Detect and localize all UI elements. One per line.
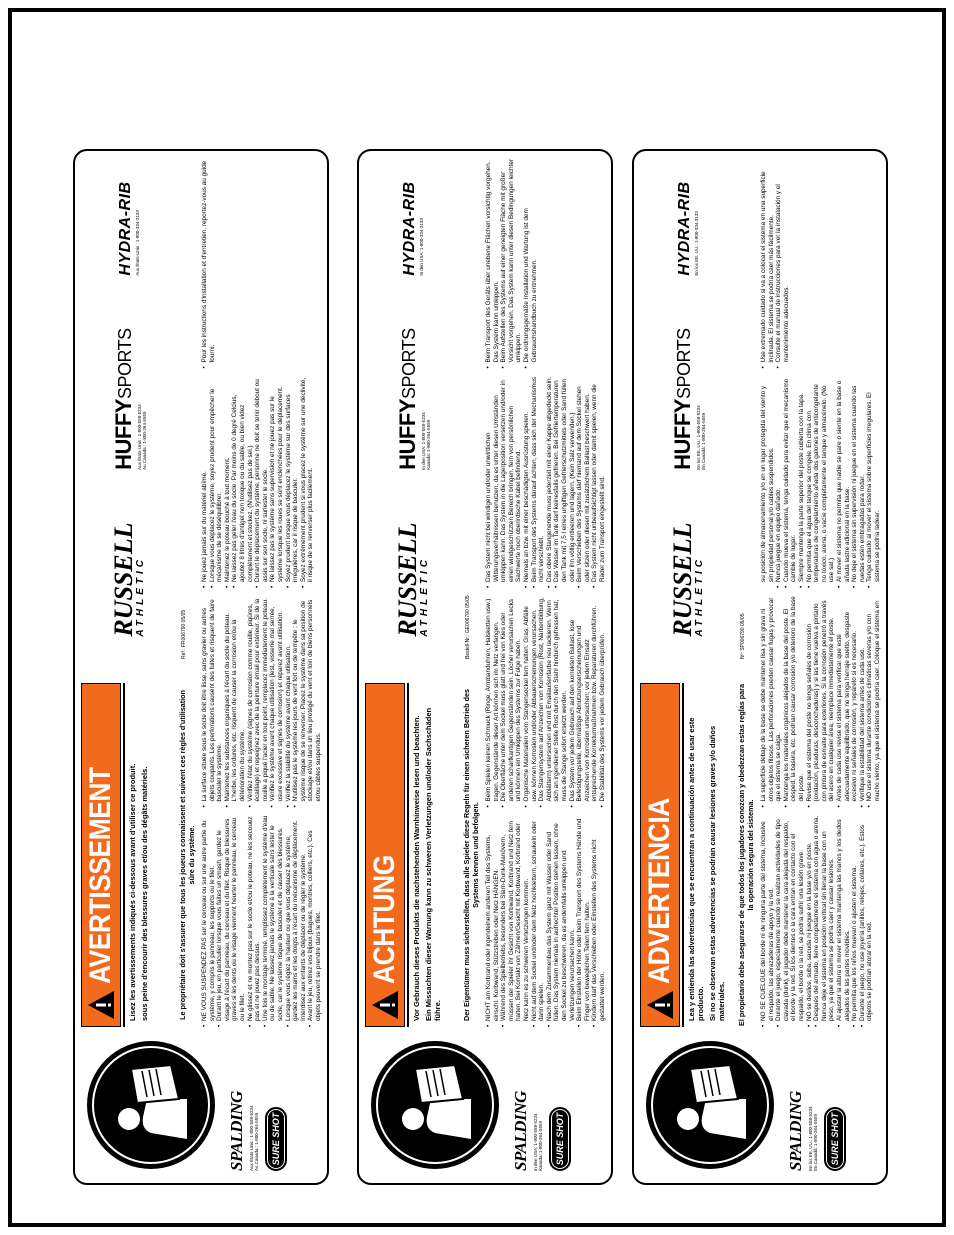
safety-rules-list [485, 157, 609, 1027]
warning-intro: Vor Gebrauch dieses Produkts die nachstehenden Warnhinweise lesen und beachten. Ein Missachten dieser Warnung kann zu schweren Verletzungen und/oder Sachschäden führe. [407, 683, 461, 1027]
warning-title: ACHTUNG [368, 855, 401, 984]
safety-rule-item: • Une fois le montage terminé, remplissez complètement le système d'eau ou de sable. Ne laissez jamais le système à la verticale sans lester le socle, car le système risque de basculer et de causer des blessures. [262, 816, 285, 1028]
pictogram-column [365, 1029, 609, 1177]
warning-header [81, 683, 177, 1027]
safety-rule-item: • Beim Spielen keinen Schmuck (Ringe, Armbanduhren, Halsketten usw.) tragen. Gegenstände dieser Art können sich im Netz verfangen. [485, 596, 500, 808]
hydra-rib-logo: HYDRA-RIB En los EE. UU.: 1-800-334-3133 [676, 181, 700, 276]
spalding-address: En los EE. UU.: 1-800-558-5234 En Canadá: 1-800-264-5559 [808, 1106, 818, 1171]
warning-banner [640, 683, 680, 1027]
safety-rule-item: • Avant le jeu, retirez vos bijoux (bagues, montres, colliers, etc.). Ces objets peuvent se prendre dans le filet. [307, 816, 322, 1028]
hydra-rib-logo: HYDRA-RIB Aux États-Unis : 1-800-334-3133 [117, 181, 141, 276]
safety-rule-item: • Die ordnungsgemäße Installation und Wartung ist dem Gebrauchshandbuch zu entnehmen. [523, 157, 538, 369]
spalding-logo: SPALDING [227, 1091, 246, 1171]
safety-rule-item: • Ne laissez pas geler l'eau du socle. Par moins de 0 degré Celcius, ajoutez 8 litres d'antigel non toxique ou du sable, ou bien videz complètement et stockez. (N'utilisez pas de sel.) [231, 377, 254, 589]
safety-rule-item: • Das System nicht bei windigen und/oder unwirtlichen Witterungsverhältnissen benutzen, da es unter diesen Umständen umkippen kann. Das System in die Lagerposition versetzen und/oder in einen windgeschützten Bereich bringen, fern von persönlichen Sachwerte noch oberirdische Kabel befindend. [485, 377, 523, 589]
safety-rules-list [201, 157, 325, 1027]
warning-label-spanish [632, 149, 888, 1185]
safety-rule-item: • Nicht auf dem Sockel und/oder dem Netz hochklettern, schaukeln oder darin spielen. [531, 816, 546, 1028]
brand-column-left [511, 1031, 611, 1171]
safety-rule-item: • Cuando mueva el sistema, tenga cuidado para evitar que el mecanismo cambie de lugar. [783, 377, 798, 589]
safety-rule-item: • Después del armado, llene completamente el sistema con agua o arena. Nunca deje el sistema en posición vertical sin llenar la base con un peso, ya que el sistema se podría caer y causar lesiones. [813, 816, 836, 1028]
brand-column-left [227, 1031, 327, 1171]
safety-rule-item: • Während des Spielbetriebs, besonders bei Slam-Dunk-Manövern, müssen der Spieler ihr Gesicht von Korbwand, Korbrand und Netz fern halten. Bei Kontakt von Zähnen/Gesicht mit Korbwand, Korbrand oder Netz kann es zu schweren Verletzungen kommen. [500, 816, 530, 1028]
safety-rule-item: • Beim Transport des Systems darauf achten, dass sich der Mechanismus nicht verschiebt. [531, 377, 546, 589]
safety-rule-item: • Das Wasser im Tank darf keinesfalls gefrieren. Bei Gefriertemperaturen den Tank mit 7,5 l eines ungiftigen Gefrierschutzmittels oder Sand füllen oder ihn völlig entleeren und lagern. (Kein Salz verwenden.) [553, 377, 576, 589]
safety-rule-item: • Pour les instructions d'installation et d'entretien, reportez-vous au guide fourni. [201, 157, 216, 369]
hydra-rib-logo: HYDRA-RIB In den USA: 1-800-334-3133 [401, 181, 425, 276]
safety-rule-item: • Ne laissez pas le système sans supervision et ne jouez pas sur le système lorsque les roues se sont enclenchées pour le déplacement. [269, 377, 284, 589]
safety-rule-item: • Maintenez le poteau bouché à tout moment. [224, 377, 232, 589]
huffy-sports-logo: HUFFYSPORTS Aux États-Unis : 1-800-558-5234 Au Canada : 1-800-264-5559 [110, 328, 147, 470]
warning-header [365, 683, 461, 1027]
spalding-logo: SPALDING [511, 1091, 530, 1171]
safety-rules-list [760, 157, 884, 1027]
reference-number: Réf : FR006790 05/05 [181, 609, 187, 659]
warning-triangle-icon [82, 984, 120, 1026]
safety-rule-item: • Tenga cuidado al mover el sistema sobre superficies irregulares. El sistema se podría ladear. [866, 377, 881, 589]
safety-rule-item: • Durant le déplacement du système, personne ne doit se tenir debout ou assis sur son socle, ni surlester le socle. [254, 377, 269, 589]
safety-rule-item: • Al mover el sistema no permita que nadie se pare o siente en la base o añada lastre adicional en la base. [836, 377, 851, 589]
safety-rule-item: • Vérifiez le système avant chaque utilisation (lest, visserie mal serrée, usure excessive et signes de corrosion) et réparez avant utilisation. [269, 596, 284, 808]
owner-responsibility-text: Le propriétaire doit s'assurer que tous les joueurs connaissent et suivent ces règles d'utilisation sûre du système. [178, 690, 196, 1020]
sure-shot-logo: SURE SHOT [549, 1107, 571, 1171]
pictogram-column [640, 1029, 884, 1177]
huffy-sports-logo: HUFFYSPORTS En los EE. UU.: 1-800-558-5234 En Canadá: 1-800-264-5559 [669, 328, 706, 470]
pictogram-column [81, 1029, 325, 1177]
safety-rule-item: • Ne glissez et ne montez pas sur le socle et/ou le poteau, ne les secouez pas et ne jouez pas dessus. [247, 816, 262, 1028]
russell-athletic-logo: RUSSELL ATHLETIC [392, 522, 430, 637]
spalding-logo: SPALDING [786, 1091, 805, 1171]
safety-rule-item: • No deje el sistema sin supervisión ni juegue en el sistema cuando las ruedas estén embragadas para rodar. [851, 377, 866, 589]
warning-banner [365, 683, 405, 1027]
brand-column-left [786, 1031, 886, 1171]
safety-rule-item: • Maintenez les substances organiques à l'écart du socle du poteau. L'herbe, les ordures, etc. risquent de causer la corrosion et/ou la détérioration du système. [224, 596, 247, 808]
read-manual-icon [87, 1041, 215, 1169]
russell-athletic-logo: RUSSELL ATHLETIC [667, 522, 705, 637]
safety-rule-item: • Soyez extrêmement prudent si vous placez le système sur une déclivité, il risque de se renverser plus facilement. [300, 377, 315, 589]
safety-rule-item: • NICHT am Korbrand oder irgendeinem anderen Teil des Systems, einschl. Korbwand, Stützstreben oder Netz HÄNGEN. [485, 816, 500, 1028]
spalding-address: In den USA: 1-800-558-5234 Kanada: 1-800-264-5559 [533, 1113, 543, 1171]
safety-rule-item: • Durant le jeu, en particulier lorsque vous faites un smash, gardez le visage à l'écart du panneau, du cerceau et du filet. Risque de blessures graves si les dents ou le visage viennent heurter le panneau, le cerceau ou le filet. [216, 816, 246, 1028]
safety-rule-item: • Beim Einstellen der Höhe oder beim Transport des Systems Hände und Finger von beweglichen Teilen fern halten. [576, 816, 591, 1028]
safety-rule-item: • Das System nicht unbeaufsichtigt lassen oder damit spielen, wenn die Räder zum Transport eingestellt sind. [591, 377, 606, 589]
warning-title: AVERTISSEMENT [84, 767, 117, 984]
safety-rule-item: • Das Stangensystem auf Anzeichen von Korrosion (Rost, Narbenbildung, Abblättern) untersuchen und mit Emailaußenfarbe neu lackieren. Wenn sich an irgendeiner Stelle Rost durch den Stahl hindurch gefressen hat, muss die Stange sofort ersetzt werden. [538, 596, 568, 808]
read-manual-icon [646, 1041, 774, 1169]
warning-label-french [73, 149, 329, 1185]
warning-triangle-icon [366, 984, 404, 1026]
document-sheet [8, 8, 946, 1227]
sure-shot-logo: SURE SHOT [824, 1107, 846, 1171]
warning-header [640, 683, 736, 1027]
safety-rule-item: • Das System vor jedem Gebrauch auf den korrekten Ballast, lose Befestigungsteile, übermäßige Abnutzungserscheinungen und Anzeichen von Korrosion untersuchen; vor jedem Einsatz entsprechende Korrekturmaßnahmen bzw. Reparaturen durchführen. [569, 596, 599, 808]
owner-responsibility-text: El propietario debe asegurarse de que todos los jugadores conozcan y obedezcan estas reglas para la operación segura del sistema. [737, 684, 755, 1026]
warning-title: ADVERTENCIA [643, 798, 676, 984]
safety-rule-item: • Nunca juegue en equipo dañado. [775, 377, 783, 589]
safety-rule-item: • Nach dem Zusammenbau das System ganz mit Wasser oder Sand füllen. Das System niemals in aufrechter Position stehen lassen, ohne den Sockel zu beschweren, da es andernfalls umkippen und Verletzungen verursachen kann. [546, 816, 576, 1028]
safety-rule-item: • Beim Verschieben des Systems darf niemand auf dem Sockel stehen oder sitzen oder diesen mit zusätzlichem Ballast beschwert haben. [576, 377, 591, 589]
safety-rule-item: • N'utilisez pas le système les jours de vent fort ou de tempête ; le système risque de se renverser. Placez le système dans sa position de stockage et/ou dans un lieu protégé du vent et loin de biens personnels et/ou câbles suspendus. [292, 596, 322, 808]
safety-rule-item: • Organische Materialien vom Stangensockel fern halten. Gras, Abfälle usw. können Korrosion und/oder Abbauerscheinungen verursachen. [523, 596, 538, 808]
brand-footer [81, 155, 193, 663]
warning-intro: Lea y entienda las advertencias que se encuentran a continuación antes de usar este producto. Si no se observan estas advertencias se podrían causar lesiones graves y/o daños materiales. [682, 683, 736, 1027]
safety-rule-item: • La surface située sous le socle doit être lisse, sans gravier ou autres objets coupants. Les perforations causent des fuites et risquent de faire basculer le système. [201, 596, 224, 808]
safety-rule-item: • La superficie debajo de la base se debe mantener lisa y sin grava ni otros objetos filosos. Las perforaciones pueden causar fugas y provocar que el sistema se caiga. [760, 596, 783, 808]
safety-rule-item: • Mantenga los materiales orgánicos alejados de la base del poste. El césped, la basura, etc. podrían causar corrosión y/o deterioro de la base del poste. [783, 596, 806, 808]
safety-rule-item: • Beim Transport des Geräts über unebene Flächen vorsichtig vorgehen. Das System kann umkippen. [485, 157, 500, 369]
safety-rule-item: • Al ajustar la altura o mover el sistema mantenga las manos y los dedos alejados de las partes movibles. [836, 816, 851, 1028]
safety-rule-item: • Siempre mantenga la parte superior del poste cubierta con la tapa. [798, 377, 806, 589]
safety-rule-item: • NO SE CUELGUE del borde ni de ninguna parte del sistema, inclusive el respaldo, las abrazaderas de apoyo y la red. [760, 816, 775, 1028]
safety-rule-item: • Vérifiez l'état du système (signes de corrosion comme rouille, piqûres, écaillage) et repeignez avec de la peinture émail pour extérieur. Si de la rouille a piqué l'acier en tout point, remplacez immédiatement le poteau. [247, 596, 270, 808]
warning-label-german [357, 149, 613, 1185]
safety-rule-item: • Consulte el manual de instrucciones para ver la instalación y el mantenimiento adecuados. [775, 157, 790, 369]
safety-rule-item: • Beim Aufstellen des Systems auf einer geneigten Fläche mit großer Vorsicht vorgehen. Das System kann unter diesen Bedingungen leichter umkippen. [500, 157, 523, 369]
warning-banner [81, 683, 121, 1027]
safety-rule-item: • Vérifiez la stabilité du système avant chaque utilisation. [285, 596, 293, 808]
safety-rule-item: • Durante el juego, especialmente cuando se realizan actividades de tipo clavada (dunk), el jugador debe mantener la cara alejada del respaldo, el borde y la red. Si los dientes o la cara entran en contacto con el respaldo, el borde o la red, se podría sufrir una lesión grave. [775, 816, 805, 1028]
safety-rule-item: • NO use el sistema durante condiciones climáticas severas y/o con mucho viento, ya que el sistema se podría caer. Coloque el sistema en su posición de almacenamiento y/o en un lugar protegida del viento y sin propiedad personal y/o cables suspendidos. [760, 377, 884, 808]
safety-rule-item: • Revise que el sistema del poste no tenga señales de corrosión (oxidación, picaduras, desconchaduras) y si las tiene vuelva a pintarlo con pintura de esmalte para exteriores. Si la corrosión penetró a través del acero en cualquier área, reemplace inmediatamente el poste. [806, 596, 836, 808]
safety-rule-item: • Die Oberfläche unter dem Sockel muss glatt und frei von Kies oder anderen scharfkantigen Gegenständen sein. Löcher verursachen Lecks und können ein Umkippen des Systems zur Folge haben. [500, 596, 523, 808]
safety-rule-item: • Lorsque vous déplacez le système, soyez prudent pour empêcher le mécanisme de se déséquilibrer. [209, 377, 224, 589]
reference-number: Nº: SP006790 05/05 [740, 613, 746, 659]
safety-rule-item: • Soyez prudent lorsque vous déplacez le système sur des surfaces irrégulières, car il risque de basculer. [285, 377, 300, 589]
safety-rule-item: • Antes de cada uso revise el sistema para verificar que esté adecuadamente equilibrado, que no tenga herraje suelto, desgaste excesivo ni señales de corrosión, y repárelo si es necesario. [836, 596, 859, 808]
safety-rule-item: • Niemals an bzw. mit einer beschädigten Ausrüstung spielen. [523, 377, 531, 589]
reference-number: Bestell-Nr.: GE006790 05/05 [465, 595, 471, 659]
spalding-address: Aux États-Unis : 1-800-558-5234 Au Canada : 1-800-264-5559 [249, 1105, 259, 1171]
safety-rule-item: • Durante el juego, no use joyería (anillos, relojes, collares, etc.). Estos objetos se podrían atorar en la red. [859, 816, 874, 1028]
safety-rule-item: • No permita que el agua del tanque se congele. En clima con temperaturas de congelamiento añada dos galones de anticongelante no tóxico, arena, o vacíe completamente el tanque y almacénelo. (No use sal.) [806, 377, 836, 589]
safety-rule-item: • Verifique la estabilidad del sistema antes de cada uso. [859, 596, 867, 808]
safety-rule-item: • Use extremado cuidado si va a colocar el sistema en una superficie inclinada. El sistema se podría caer más fácilmente. [760, 157, 775, 369]
russell-athletic-logo: RUSSELL ATHLETIC [108, 522, 146, 637]
safety-rule-item: • No permita que los niños muevan o ajusten el sistema. [851, 816, 859, 1028]
sure-shot-logo: SURE SHOT [265, 1107, 287, 1171]
safety-rule-item: • Kindern darf das Verschieben oder Einstellen des Systems nicht gestattet werden. [591, 816, 606, 1028]
safety-rule-item: • Die Stabilität des Systems vor jedem Gebrauch überprüfen. [599, 596, 607, 808]
brand-footer [640, 155, 752, 663]
safety-rule-item: • Ne jouez jamais sur du matériel abîmé. [201, 377, 209, 589]
safety-rule-item: • Lorsque vous réglez la hauteur ou que vous déplacez le système, gardez les mains et les doigts à l'écart du mécanisme de déplacement. Interdisez aux enfants de déplacer ou de régler le système. [285, 816, 308, 1028]
huffy-sports-logo: HUFFYSPORTS In den USA: 1-800-558-5234 Kanada: 1-800-264-5559 [394, 328, 431, 470]
read-manual-icon [371, 1041, 499, 1169]
warning-triangle-icon [641, 984, 679, 1026]
safety-rule-item: • Das obere Stangenende muss jederzeit mit einer Kappe abgedeckt sein. [546, 377, 554, 589]
safety-rule-item: • NE VOUS SUSPENDEZ PAS sur le cerceau ou sur une autre partie du système, y compris le panneau, les supports ou le filet. [201, 816, 216, 1028]
brand-footer [365, 155, 477, 663]
warning-intro: Lisez les avertissements indiqués ci-dessous avant d'utiliser ce produit. sous peine d'encourir des blessures graves et/ou des dégâts matériels. [123, 683, 177, 1027]
owner-responsibility-text: Der Eigentümer muss sicherstellen, dass alle Spieler diese Regeln für einen sicheren Betrieb des Systems kennen und befolgen. [462, 689, 480, 1021]
safety-rule-item: • NO se deslice, suba, sacuda ni juegue en la base y/o en poste. [806, 816, 814, 1028]
